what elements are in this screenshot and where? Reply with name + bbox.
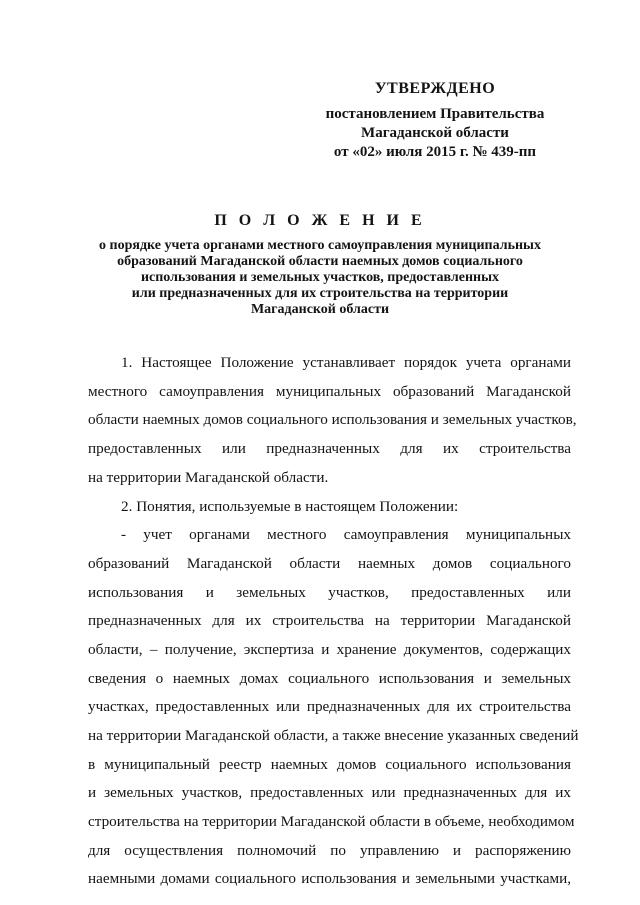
- subtitle-line: о порядке учета органами местного самоуправления муниципальных: [99, 238, 541, 253]
- body-line: области, – получение, экспертиза и хранение документов, содержащих: [88, 641, 571, 658]
- approval-line-3: от «02» июля 2015 г. № 439-пп: [333, 144, 537, 160]
- body-line: местного самоуправления муниципальных образований Магаданской: [88, 383, 571, 400]
- body-line: на территории Магаданской области, а также внесение указанных сведений: [88, 727, 579, 744]
- subtitle-line: образований Магаданской области наемных домов социального: [117, 254, 523, 269]
- subtitle-line: или предназначенных для их строительства на территории: [131, 286, 509, 301]
- body-line: образований Магаданской области наемных домов социального: [88, 555, 571, 572]
- body-line: области наемных домов социального использования и земельных участков,: [88, 411, 577, 428]
- subtitle-line: Магаданской области: [250, 302, 390, 317]
- body-line: для осуществления полномочий по управлению и распоряжению: [88, 842, 571, 859]
- body-line: в муниципальный реестр наемных домов социального использования: [88, 756, 571, 773]
- body-line: и земельных участков, предоставленных или предназначенных для их: [88, 784, 571, 801]
- approval-line-1: постановлением Правительства: [325, 106, 545, 122]
- body-line: строительства на территории Магаданской области в объеме, необходимом: [88, 813, 575, 830]
- document-title: П О Л О Ж Е Н И Е: [214, 212, 426, 229]
- body-line: предоставленных или предназначенных для их строительства: [88, 440, 571, 457]
- body-line: на территории Магаданской области.: [88, 469, 329, 486]
- subtitle-line: использования и земельных участков, предоставленных: [140, 270, 500, 285]
- body-line: использования и земельных участков, предоставленных или: [88, 584, 571, 601]
- body-line: - учет органами местного самоуправления муниципальных: [121, 526, 571, 543]
- body-line: 1. Настоящее Положение устанавливает порядок учета органами: [121, 354, 571, 371]
- approval-line-2: Магаданской области: [361, 125, 509, 141]
- body-line: участках, предоставленных или предназначенных для их строительства: [88, 698, 571, 715]
- body-line: 2. Понятия, используемые в настоящем Положении:: [121, 498, 459, 515]
- approval-title: УТВЕРЖДЕНО: [374, 80, 496, 97]
- document-subtitle: [60, 238, 580, 318]
- body-line: сведения о наемных домах социального использования и земельных: [88, 670, 571, 687]
- body-line: предназначенных для их строительства на территории Магаданской: [88, 612, 571, 629]
- body-line: наемными домами социального использования и земельными участками,: [88, 870, 571, 887]
